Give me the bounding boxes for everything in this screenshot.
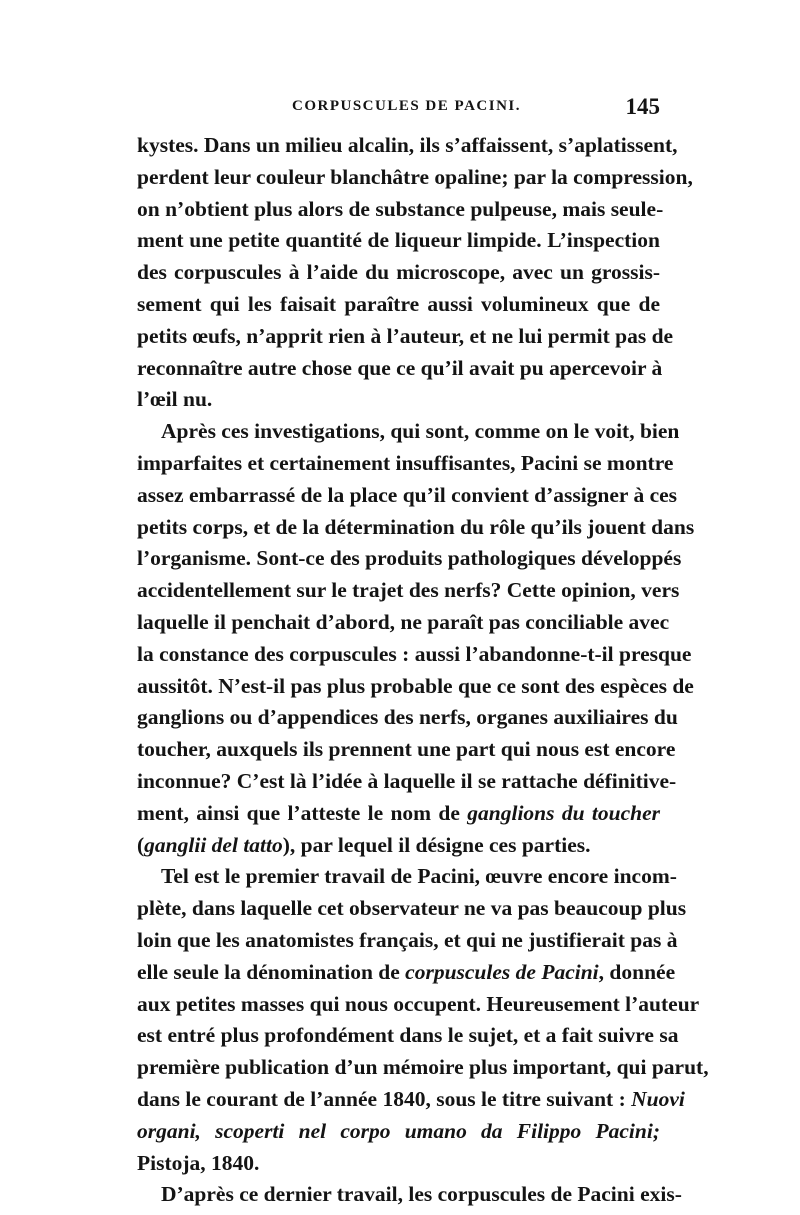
text-line: petits œufs, n’apprit rien à l’auteur, et ne lui permit pas de (137, 323, 674, 348)
running-title: CORPUSCULES DE PACINI. (292, 98, 521, 114)
text-segment: elle seule la dénomination de (137, 959, 406, 984)
italic-text: Nuovi (631, 1086, 685, 1111)
text-segment: ment, ainsi que l’atteste le nom de (137, 800, 468, 825)
body-text (137, 130, 709, 1211)
text-line: l’organisme. Sont-ce des produits pathologiques développés (137, 546, 682, 571)
text-line: inconnue? C’est là l’idée à laquelle il se rattache définitive- (137, 768, 677, 793)
text-line: laquelle il penchait d’abord, ne paraît pas conciliable avec (137, 609, 670, 634)
text-line: toucher, auxquels ils prennent une part qui nous est encore (137, 737, 676, 762)
text-line: aux petites masses qui nous occupent. Heureusement l’auteur (137, 991, 700, 1016)
text-segment: dans le courant de l’année 1840, sous le titre suivant : (137, 1086, 632, 1111)
text-line: perdent leur couleur blanchâtre opaline; par la compression, (137, 164, 693, 189)
text-line: on n’obtient plus alors de substance pulpeuse, mais seule- (137, 196, 664, 221)
text-line: ment une petite quantité de liqueur limpide. L’inspection (137, 228, 660, 253)
text-line: est entré plus profondément dans le sujet, et a fait suivre sa (137, 1023, 679, 1048)
text-line: l’œil nu. (137, 387, 213, 412)
text-line: D’après ce dernier travail, les corpuscules de Pacini exis- (161, 1182, 682, 1207)
text-line (137, 830, 660, 862)
text-line: reconnaître autre chose que ce qu’il avait pu apercevoir à (137, 355, 663, 380)
text-line: ganglions ou d’appendices des nerfs, organes auxiliaires du (137, 705, 678, 730)
text-line: accidentellement sur le trajet des nerfs? Cette opinion, vers (137, 578, 680, 603)
page-number: 145 (625, 94, 660, 119)
text-line: la constance des corpuscules : aussi l’abandonne-t-il presque (137, 641, 692, 666)
text-line: kystes. Dans un milieu alcalin, ils s’affaissent, s’aplatissent, (137, 133, 678, 157)
text-line: imparfaites et certainement insuffisantes, Pacini se montre (137, 450, 674, 475)
text-line: Après ces investigations, qui sont, comme on le voit, bien (161, 419, 680, 444)
text-line: assez embarrassé de la place qu’il convient d’assigner à ces (137, 482, 678, 507)
text-segment: ), par lequel il désigne ces parties. (282, 832, 591, 857)
text-line: aussitôt. N’est-il pas plus probable que ce sont des espèces de (137, 673, 694, 698)
italic-text: organi, scoperti nel corpo umano da Filippo Pacini; (137, 1118, 660, 1143)
text-line: des corpuscules à l’aide du microscope, avec un grossis- (137, 260, 660, 285)
text-line: plète, dans laquelle cet observateur ne va pas beaucoup plus (137, 896, 687, 921)
text-line: première publication d’un mémoire plus important, qui parut, (137, 1055, 709, 1080)
text-segment: ( (137, 832, 145, 857)
text-line: petits corps, et de la détermination du rôle qu’ils jouent dans (137, 514, 695, 539)
text-line (137, 1116, 660, 1148)
text-line: Pistoja, 1840. (137, 1150, 260, 1175)
text-segment: , donnée (598, 959, 676, 984)
text-line: loin que les anatomistes français, et qui ne justifierait pas à (137, 927, 678, 952)
text-line: sement qui les faisait paraître aussi volumineux que de (137, 291, 660, 316)
text-line (137, 957, 676, 989)
italic-text: corpuscules de Pacini (405, 959, 599, 984)
page-header (137, 94, 660, 128)
text-line: Tel est le premier travail de Pacini, œuvre encore incom- (161, 864, 677, 889)
text-line (137, 798, 660, 830)
text-line (137, 1084, 685, 1116)
italic-text: ganglions du toucher (467, 800, 660, 825)
italic-text: ganglii del tatto (144, 832, 283, 857)
